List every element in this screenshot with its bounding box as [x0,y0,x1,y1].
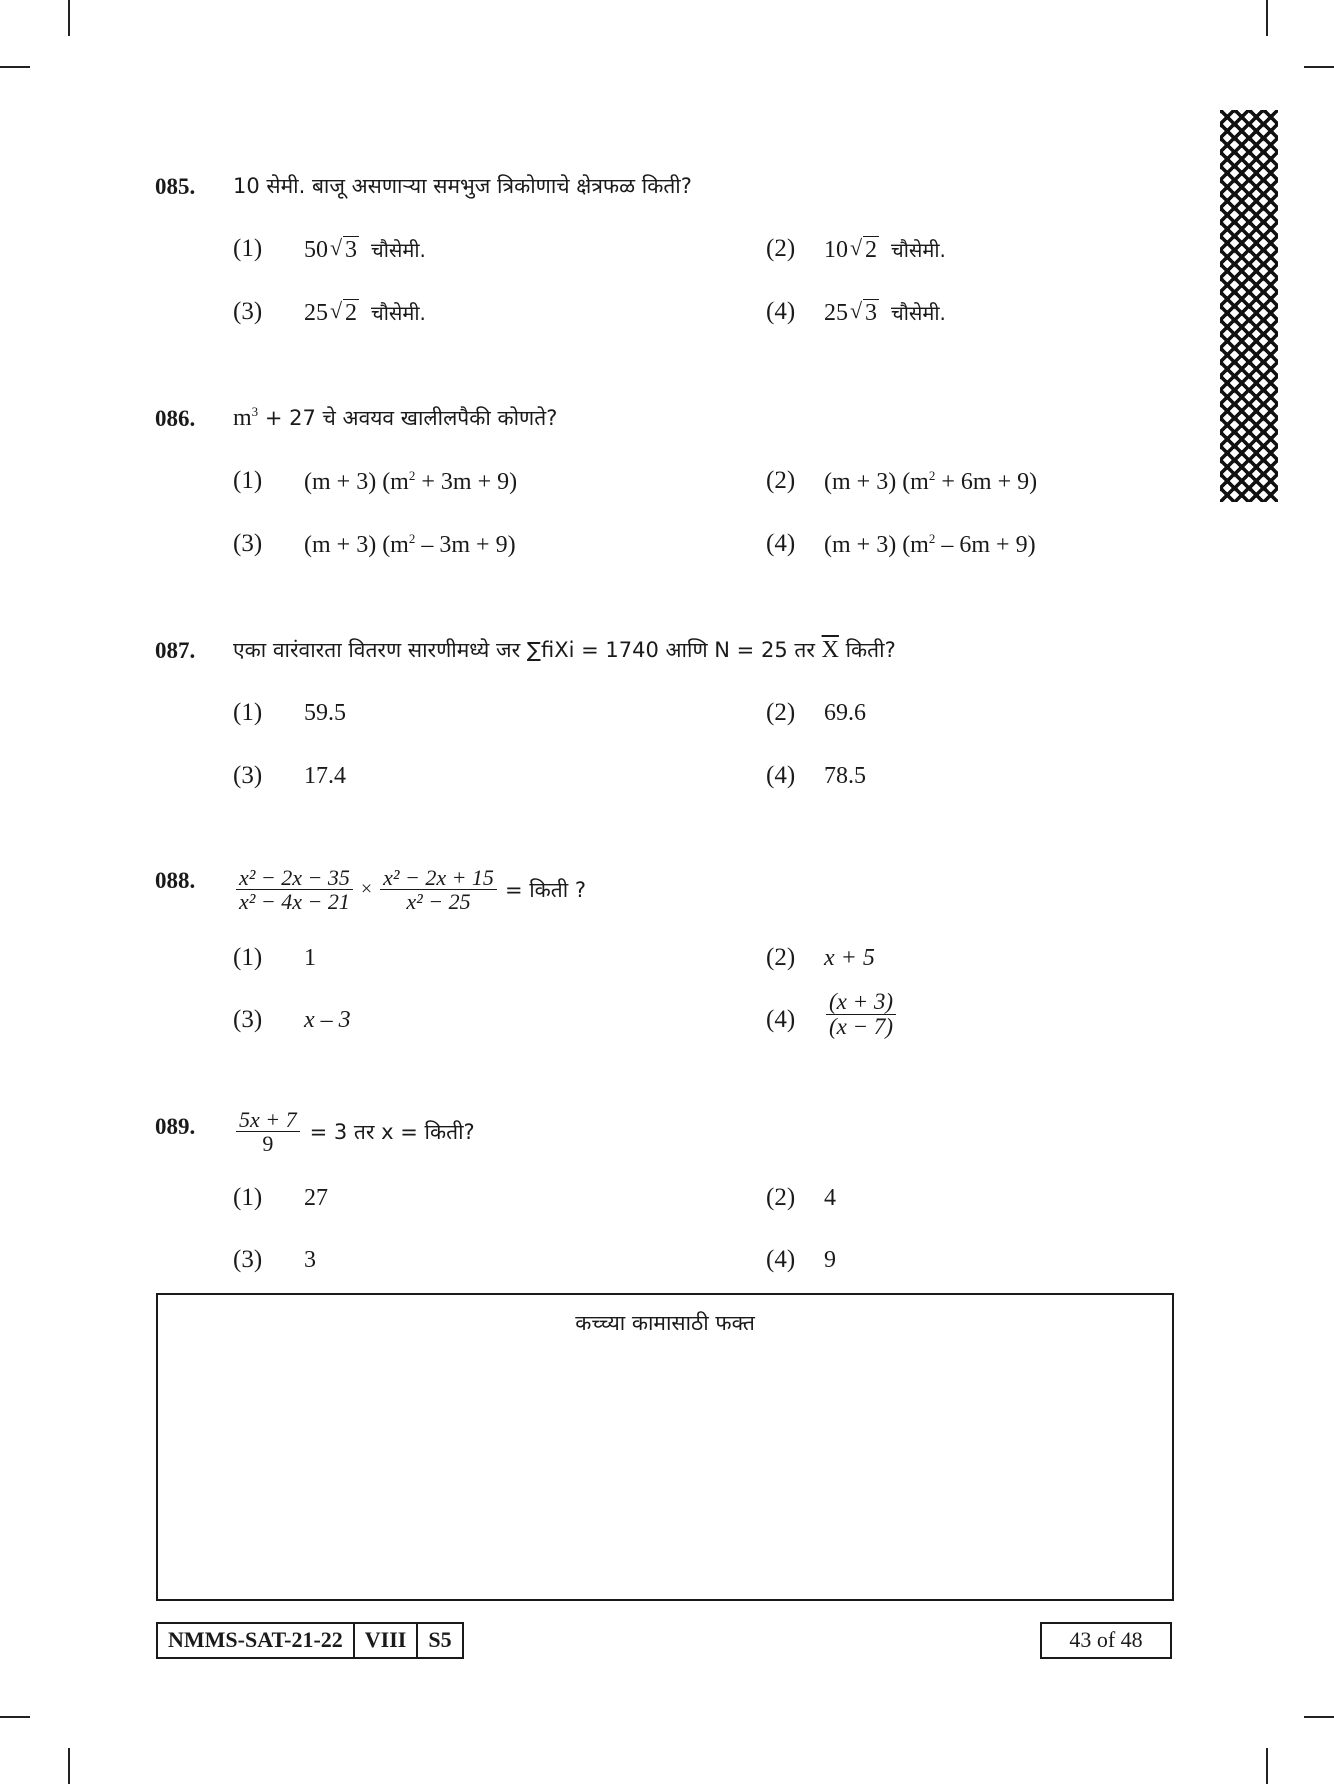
set-label: S5 [428,1627,452,1652]
option-value: 27 [304,1185,328,1211]
option-number: (4) [766,298,796,325]
option-value: 3 [304,1247,316,1273]
option-value: 50 √ 3 चौसेमी. [304,235,426,263]
question-text: $m^3 + 27$ चे अवयव खालीलपैकी कोणते? [233,404,558,431]
crop-mark [68,1748,70,1784]
option-number: (1) [233,467,263,494]
exam-code: NMMS-SAT-21-22 [158,1624,355,1657]
option-value: $\frac{(x + 3)}{(x - 7)}$ [826,990,896,1039]
option-value: 25 √ 3 चौसेमी. [824,298,946,326]
option-number: (2) [766,1184,796,1211]
fraction: $\frac{\text{x² − 2x − 35}}{\text{x² − 4x − 21}}$ [236,866,353,913]
crop-mark [1266,0,1268,36]
crop-mark [0,66,30,68]
crop-mark [1304,66,1334,68]
option-number: (4) [766,762,796,789]
question-number: 086. [155,406,196,431]
option-value: x + 5 [824,945,875,971]
option-value: 78.5 [824,763,866,789]
question-text: एका वारंवारता वितरण सारणीमध्ये जर ∑fiXi = 1740 आणि N = 25 तर $\overline{X}$ किती? [233,637,896,663]
option-value: 10 √ 2 चौसेमी. [824,235,946,263]
option-number: (2) [766,235,796,262]
decorative-border-pattern [1220,110,1278,502]
option-number: (3) [233,530,263,557]
question-text: $\frac{5x + 7}{9}$ = 3 तर x = किती? [236,1108,475,1155]
option-value: 4 [824,1185,836,1211]
option-value: 9 [824,1247,836,1273]
option-value: (m + 3) $(m^2 + 6m + 9)$ [824,468,1038,495]
option-value: 59.5 [304,700,346,726]
option-number: (1) [233,944,263,971]
question-text: $\frac{\text{x² − 2x − 35}}{\text{x² − 4x − 21}}$ × $\frac{\text{x² − 2x + 15}}{\text{x² − 25}}$ = किती ? [236,866,586,913]
option-number: (2) [766,699,796,726]
rough-work-box [156,1293,1174,1601]
question-number: 088. [155,868,196,893]
option-number: (3) [233,1246,263,1273]
option-number: (1) [233,235,263,262]
fraction: $\frac{5x + 7}{9}$ [236,1108,300,1155]
option-number: (3) [233,762,263,789]
class-label: VIII [355,1624,419,1657]
footer-code-box [156,1622,464,1659]
crop-mark [0,1716,30,1718]
option-value: 69.6 [824,700,866,726]
option-value: x – 3 [304,1007,351,1033]
rough-work-label: कच्च्या कामासाठी फक्त [575,1311,755,1335]
option-number: (1) [233,1184,263,1211]
option-value: (m + 3) $(m^2 + 3m + 9)$ [304,468,518,495]
crop-mark [1266,1748,1268,1784]
option-number: (4) [766,1246,796,1273]
question-number: 087. [155,638,196,663]
crop-mark [68,0,70,36]
question-text: 10 सेमी. बाजू असणाऱ्या समभुज त्रिकोणाचे क्षेत्रफळ किती? [233,174,692,198]
option-number: (2) [766,467,796,494]
option-number: (2) [766,944,796,971]
option-number: (4) [766,530,796,557]
option-value: 25 √ 2 चौसेमी. [304,298,426,326]
option-number: (3) [233,298,263,325]
option-value: (m + 3) $(m^2 - 3m + 9)$ [304,531,516,558]
question-number: 085. [155,174,196,199]
option-value: 17.4 [304,763,346,789]
question-number: 089. [155,1114,196,1139]
fraction: $\frac{\text{x² − 2x + 15}}{\text{x² − 25}}$ [380,866,497,913]
crop-mark [1304,1716,1334,1718]
option-number: (4) [766,1006,796,1033]
page-number: 43 of 48 [1040,1622,1172,1659]
option-value: (m + 3) $(m^2 - 6m + 9)$ [824,531,1036,558]
option-number: (1) [233,699,263,726]
option-value: 1 [304,945,316,971]
option-number: (3) [233,1006,263,1033]
